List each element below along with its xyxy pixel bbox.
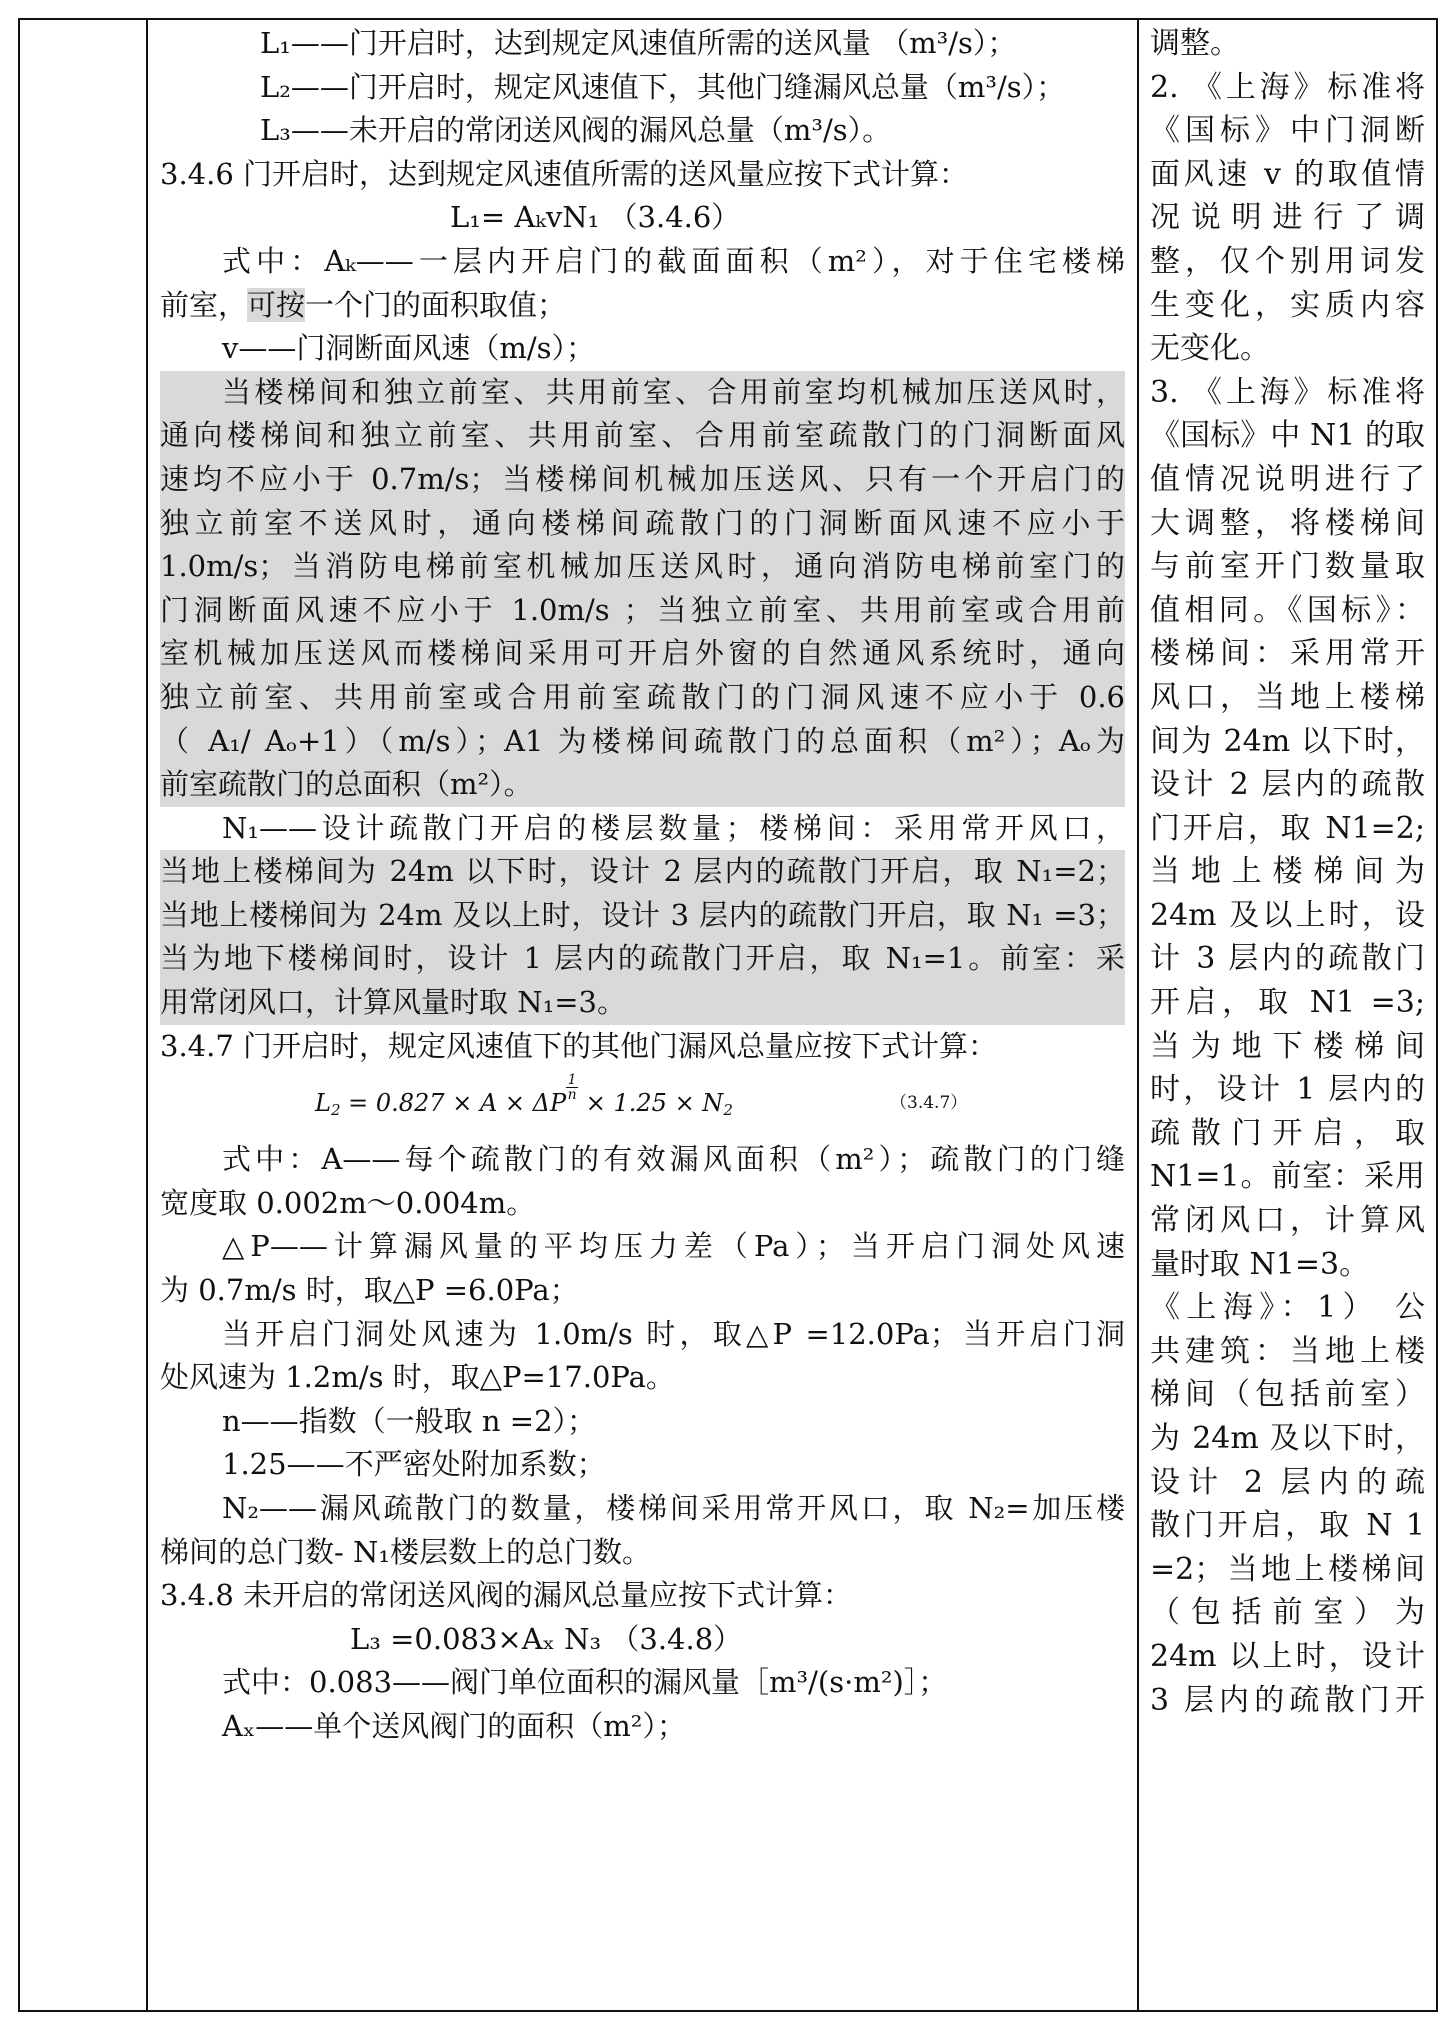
comment-line: 楼梯间：采用常开 [1150,636,1425,672]
formula-347 [315,1068,733,1138]
text-line: L₁——门开启时，达到规定风速值所需的送风量 （m³/s）； [260,26,1017,60]
comment-line: 值相同。《国标》： [1150,592,1425,628]
text-line: 当楼梯间和独立前室、共用前室、合用前室均机械加压送风时， [222,374,1125,409]
equation-348: L₃ =0.083×Aₓ N₃ （3.4.8） [350,1621,743,1656]
highlighted-text: 可按 [247,287,306,322]
text-segment: 一个门的面积取值； [305,287,567,322]
text-line: 当地上楼梯间为 24m 及以上时，设计 3 层内的疏散门开启，取 N₁ =3； [160,897,1125,932]
text-segment: 前室， [160,287,248,322]
text-line: 当地上楼梯间为 24m 以下时，设计 2 层内的疏散门开启，取 N₁=2； [160,854,1125,889]
comment-line: 当地上楼梯间为 [1150,854,1425,890]
comment-line: N1=1。前室：采用 [1150,1159,1425,1195]
text-line: （ A₁/ Aₒ+1）（m/s）；A1 为楼梯间疏散门的总面积（m²）；Aₒ为 [160,723,1125,758]
text-line: 门洞断面风速不应小于 1.0m/s ；当独立前室、共用前室或合用前 [160,592,1125,627]
text-line: 前室疏散门的总面积（m²）。 [160,767,533,802]
formula-rhs2-sub: 2 [723,1101,733,1120]
comment-line: 量时取 N1=3。 [1150,1246,1370,1282]
comment-line: 《上海》：1） 公 [1150,1290,1425,1326]
text-line: 处风速为 1.2m/s 时，取△P=17.0Pa。 [160,1360,675,1395]
text-line: 当为地下楼梯间时，设计 1 层内的疏散门开启，取 N₁=1。前室：采 [160,941,1125,976]
comment-line: 值情况说明进行了 [1150,461,1425,497]
text-line: 式中：Aₖ——一层内开启门的截面面积（m²），对于住宅楼梯 [222,243,1125,278]
text-line: 宽度取 0.002m～0.004m。 [160,1185,536,1220]
formula-lhs-sub: 2 [330,1101,341,1120]
comment-line: 设计 2 层内的疏散 [1150,767,1425,803]
comment-line: 调整。 [1150,26,1240,61]
text-line: L₂——门开启时，规定风速值下，其他门缝漏风总量（m³/s）； [260,69,1066,104]
text-line: v——门洞断面风速（m/s）； [222,331,596,366]
text-line: N₂——漏风疏散门的数量，楼梯间采用常开风口，取 N₂=加压楼 [222,1491,1125,1525]
comment-line: 风口，当地上楼梯 [1150,679,1425,715]
comment-line: 况说明进行了调 [1150,200,1425,236]
section-heading-347: 3.4.7 门开启时，规定风速值下的其他门漏风总量应按下式计算： [160,1028,998,1063]
exponent-denominator: n [567,1087,577,1104]
comment-line: 疏散门开启，取 [1150,1115,1425,1151]
text-line: 室机械加压送风而楼梯间采用可开启外窗的自然通风系统时，通向 [160,636,1125,671]
formula-lhs: L [315,1089,331,1118]
section-heading-348: 3.4.8 未开启的常闭送风阀的漏风总量应按下式计算： [160,1578,853,1613]
comment-line: 24m 及以上时，设 [1150,897,1425,933]
comment-line: 为 24m 及以下时， [1150,1421,1425,1456]
comment-line: 散门开启，取 N 1 [1150,1508,1425,1544]
section-heading-346: 3.4.6 门开启时，达到规定风速值所需的送风量应按下式计算： [160,156,969,191]
comment-line: 面风速 v 的取值情 [1150,156,1425,192]
comment-line: 梯间（包括前室） [1150,1377,1425,1413]
comment-line: （包括前室）为 [1150,1595,1425,1631]
text-line [160,284,1125,328]
comment-line: 设计 2 层内的疏 [1150,1464,1425,1500]
comment-line: 时，设计 1 层内的 [1150,1072,1425,1108]
comment-line: 大调整，将楼梯间 [1150,505,1425,541]
text-line: 式中：0.083——阀门单位面积的漏风量［m³/(s·m²)］； [222,1665,948,1700]
text-line: 速均不应小于 0.7m/s；当楼梯间机械加压送风、只有一个开启门的 [160,461,1125,496]
comment-line: 整，仅个别用词发 [1150,243,1425,279]
text-line: n——指数（一般取 n =2）； [222,1403,597,1438]
highlighted-block-velocity [160,371,1125,807]
comment-line: 门开启，取 N1=2; [1150,810,1425,846]
comment-line: 《国标》中 N1 的取 [1150,418,1425,454]
comment-column [1150,22,1425,1722]
text-line: 当开启门洞处风速为 1.0m/s 时，取△P =12.0Pa；当开启门洞 [222,1316,1125,1351]
formula-rhs2: × 1.25 × N [585,1089,724,1118]
text-line: 通向楼梯间和独立前室、共用前室、合用前室疏散门的门洞断面风 [160,418,1125,453]
text-line: N₁——设计疏散门开启的楼层数量；楼梯间：采用常开风口， [222,810,1125,845]
comment-line: 共建筑：当地上楼 [1150,1333,1425,1369]
comment-line: 与前室开门数量取 [1150,549,1425,585]
equation-347 [160,1068,1125,1138]
text-line: △P——计算漏风量的平均压力差（Pa）；当开启门洞处风速 [222,1229,1125,1264]
exponent-numerator: 1 [567,1072,577,1089]
highlighted-block-n1 [160,850,1125,1024]
text-line: 用常闭风口，计算风量时取 N₁=3。 [160,985,626,1020]
text-line: 为 0.7m/s 时，取△P =6.0Pa； [160,1273,579,1308]
comment-line: 24m 以上时，设计 [1150,1638,1425,1674]
formula-rhs: = 0.827 × A × ΔP [348,1089,567,1118]
main-text-column [160,22,1125,1749]
comment-line: 2. 《上海》标准将 [1150,69,1425,105]
comment-line: 开启，取 N1 =3; [1150,985,1425,1021]
text-line: 1.25——不严密处附加系数； [222,1447,606,1482]
text-line: L₃——未开启的常闭送风阀的漏风总量（m³/s）。 [260,113,892,148]
column-divider-left [146,18,148,2012]
comment-line: 间为 24m 以下时， [1150,723,1425,759]
comment-line: 3. 《上海》标准将 [1150,374,1425,410]
comment-line: 3 层内的疏散门开 [1150,1682,1425,1718]
text-line: 梯间的总门数- N₁楼层数上的总门数。 [160,1534,652,1569]
comment-line: 无变化。 [1150,331,1270,367]
comment-line: 生变化，实质内容 [1150,287,1425,323]
text-line: Aₓ——单个送风阀门的面积（m²）； [222,1708,686,1743]
comment-line: =2；当地上楼梯间 [1150,1551,1425,1587]
formula-exponent [566,1073,578,1102]
comment-line: 计 3 层内的疏散门 [1150,941,1425,977]
text-line: 独立前室、共用前室或合用前室疏散门的门洞风速不应小于 0.6 [160,679,1125,714]
formula-label: （3.4.7） [890,1093,968,1114]
text-line: 式中：A——每个疏散门的有效漏风面积（m²）；疏散门的门缝 [222,1142,1125,1177]
comment-line: 《国标》中门洞断 [1150,113,1425,149]
equation-346: L₁= AₖvN₁ （3.4.6） [450,200,741,235]
text-line: 独立前室不送风时，通向楼梯间疏散门的门洞断面风速不应小于 [160,505,1125,540]
column-divider-right [1137,18,1139,2012]
comment-line: 当为地下楼梯间 [1150,1028,1425,1064]
comment-line: 常闭风口，计算风 [1150,1203,1425,1239]
text-line: 1.0m/s；当消防电梯前室机械加压送风时，通向消防电梯前室门的 [160,549,1125,584]
